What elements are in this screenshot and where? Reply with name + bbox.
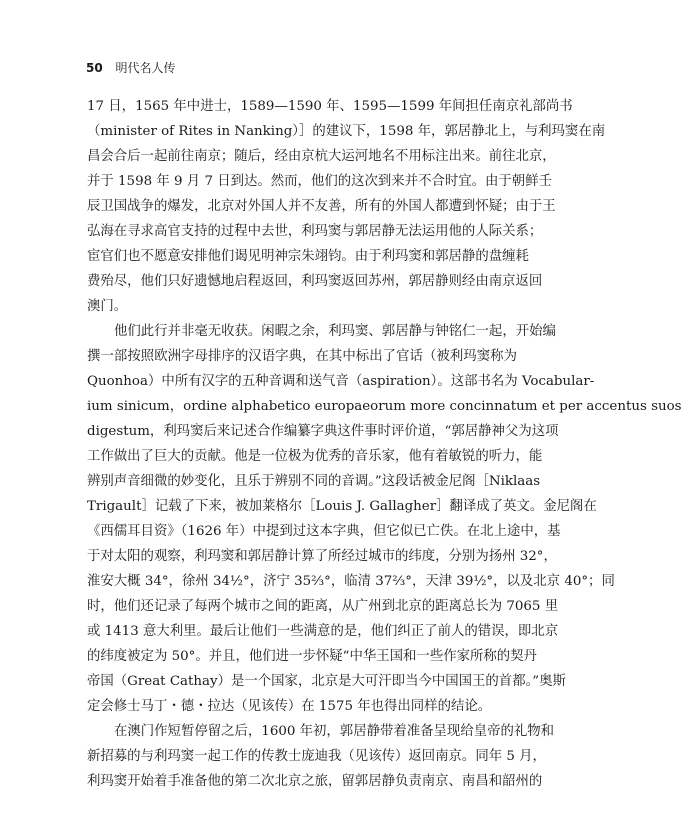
text-line: 利玛窦开始着手准备他的第二次北京之旅，留郭居静负责南京、南昌和韶州的 [87, 774, 543, 789]
text-line: 或 1413 意大利里。最后让他们一些满意的是，他们纠正了前人的错误，即北京 [87, 624, 559, 639]
text-line: 宦官们也不愿意安排他们谒见明神宗朱翊钧。由于利玛窦和郭居静的盘缠耗 [87, 249, 529, 264]
paragraph-3 [87, 719, 555, 794]
text-line: digestum，利玛窦后来记述合作编纂字典这件事时评价道，“郭居静神父为这项 [87, 424, 559, 439]
text-line: 《西儒耳目资》（1626 年）中提到过这本字典，但它似已亡佚。在北上途中，基 [87, 524, 561, 539]
text-line: 帝国（Great Cathay）是一个国家，北京是大可汗即当今中国国王的首都。”奥斯 [87, 674, 566, 689]
text-line: 并于 1598 年 9 月 7 日到达。然而，他们的这次到来并不合时宜。由于朝鲜壬 [87, 174, 552, 189]
text-line: ium sinicum，ordine alphabetico europaeorum more concinnatum et per accentus suos [87, 399, 682, 414]
text-line: 定会修士马丁・德・拉达（见该传）在 1575 年也得出同样的结论。 [87, 699, 492, 714]
text-line: Quonhoa）中所有汉字的五种音调和送气音（aspiration）。这部书名为 Vocabular- [87, 374, 595, 389]
text-line: 昌会合后一起前往南京；随后，经由京杭大运河地名不用标注出来。前往北京， [87, 149, 556, 164]
text-line: 淮安大概 34°，徐州 34½°，济宁 35⅔°，临清 37⅔°，天津 39½°，以及北京 40°；同 [87, 574, 615, 589]
text-line: 在澳门作短暂停留之后，1600 年初，郭居静带着准备呈现给皇帝的礼物和 [114, 724, 555, 739]
text-line: 澳门。 [87, 299, 128, 314]
text-line: 17 日，1565 年中进士，1589—1590 年、1595—1599 年间担任南京礼部尚书 [87, 99, 573, 114]
text-line: 的纬度被定为 50°。并且，他们进一步怀疑“中华王国和一些作家所称的契丹 [87, 649, 537, 664]
text-line: 辨别声音细微的妙变化，且乐于辨别不同的音调。”这段话被金尼阁［Niklaas [87, 474, 541, 489]
text-line: 辰卫国战争的爆发，北京对外国人并不友善，所有的外国人都遭到怀疑；由于王 [87, 199, 556, 214]
text-line: 工作做出了巨大的贡献。他是一位极为优秀的音乐家，他有着敏锐的听力，能 [87, 449, 543, 464]
body-text [87, 94, 682, 794]
text-line: 新招募的与利玛窦一起工作的传教士庞迪我（见该传）返回南京。同年 5 月， [87, 749, 546, 764]
text-line: Trigault］记载了下来，被加莱格尔［Louis J. Gallagher］翻译成了英文。金尼阁在 [87, 499, 597, 514]
text-line: 于对太阳的观察，利玛窦和郭居静计算了所经过城市的纬度，分别为扬州 32°， [87, 549, 557, 564]
paragraph-2 [87, 319, 682, 719]
running-title: 明代名人传 [115, 61, 176, 75]
page-header [86, 60, 176, 76]
text-line: （minister of Rites in Nanking）］的建议下，1598 年，郭居静北上，与利玛窦在南 [87, 124, 606, 139]
text-line: 费殆尽，他们只好遗憾地启程返回，利玛窦返回苏州，郭居静则经由南京返回 [87, 274, 543, 289]
page-number: 50 [86, 61, 103, 75]
text-line: 时，他们还记录了每两个城市之间的距离，从广州到北京的距离总长为 7065 里 [87, 599, 559, 614]
text-line: 他们此行并非毫无收获。闲暇之余，利玛窦、郭居静与钟铭仁一起，开始编 [114, 324, 556, 339]
paragraph-1 [87, 94, 606, 319]
text-line: 弘海在寻求高官支持的过程中去世，利玛窦与郭居静无法运用他的人际关系； [87, 224, 543, 239]
text-line: 撰一部按照欧洲字母排序的汉语字典，在其中标出了官话（被利玛窦称为 [87, 349, 517, 364]
